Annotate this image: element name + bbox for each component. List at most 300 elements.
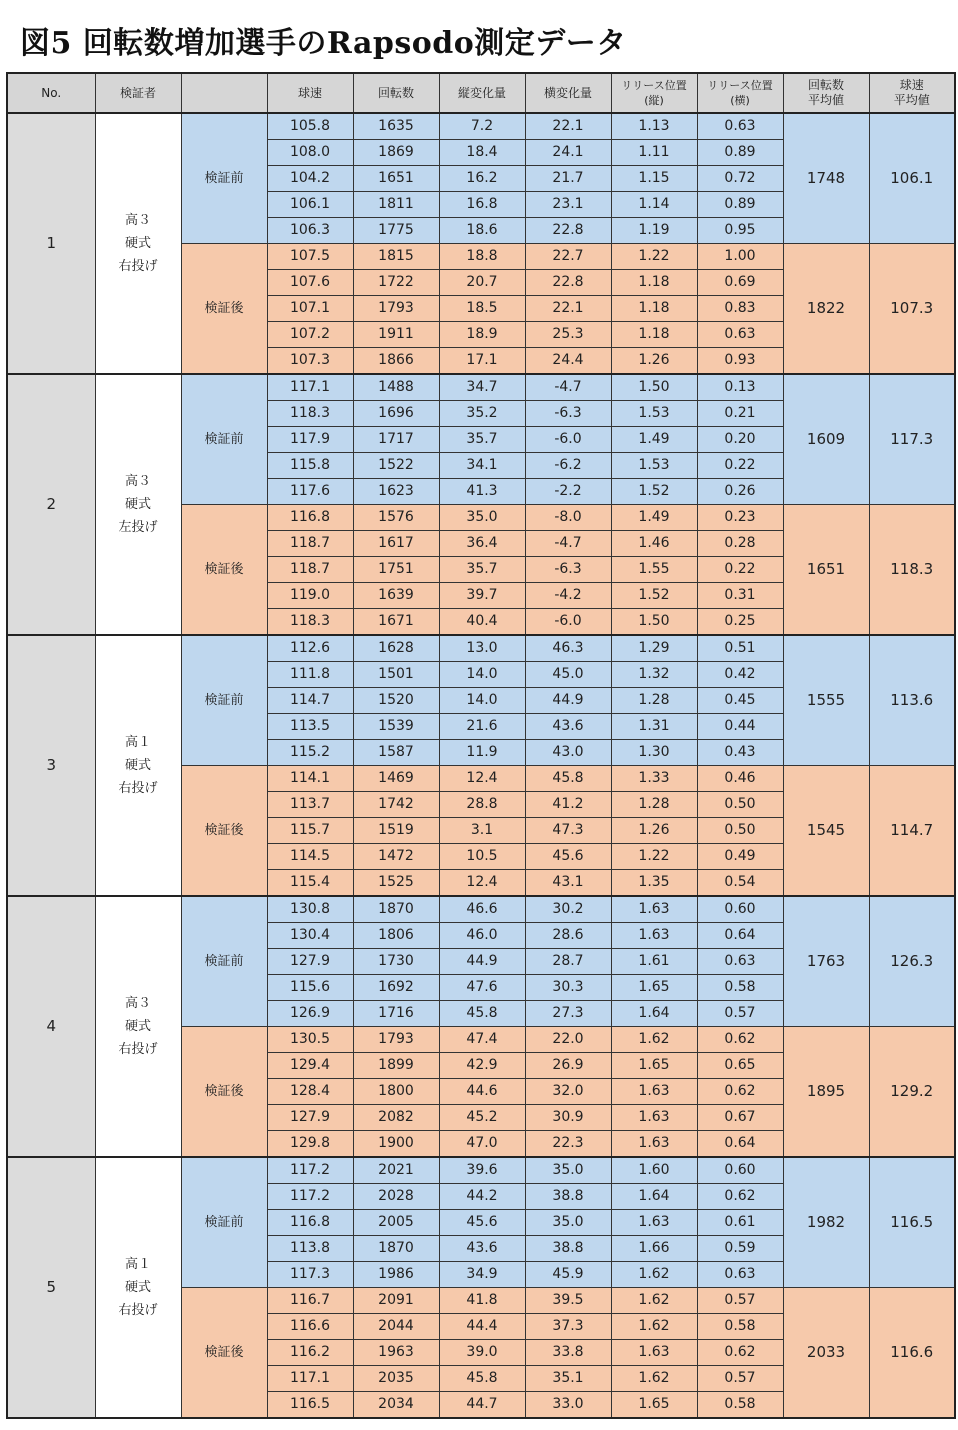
cell-release-horizontal: 0.63 bbox=[697, 949, 783, 975]
cell-spin: 1469 bbox=[353, 766, 439, 792]
phase-label: 検証前 bbox=[181, 113, 267, 244]
cell-spin: 1519 bbox=[353, 818, 439, 844]
rapsodo-data-table bbox=[6, 72, 956, 1419]
cell-vertical-break: 35.7 bbox=[439, 557, 525, 583]
cell-spin: 2021 bbox=[353, 1157, 439, 1184]
cell-horizontal-break: 22.0 bbox=[525, 1027, 611, 1053]
cell-release-vertical: 1.55 bbox=[611, 557, 697, 583]
cell-release-horizontal: 0.50 bbox=[697, 818, 783, 844]
cell-vertical-break: 44.9 bbox=[439, 949, 525, 975]
cell-release-horizontal: 0.43 bbox=[697, 740, 783, 766]
cell-horizontal-break: 45.0 bbox=[525, 662, 611, 688]
cell-horizontal-break: 22.3 bbox=[525, 1131, 611, 1158]
cell-release-horizontal: 0.42 bbox=[697, 662, 783, 688]
cell-speed: 127.9 bbox=[267, 949, 353, 975]
cell-vertical-break: 45.8 bbox=[439, 1001, 525, 1027]
cell-release-vertical: 1.61 bbox=[611, 949, 697, 975]
cell-spin: 1628 bbox=[353, 635, 439, 662]
phase-label: 検証前 bbox=[181, 635, 267, 766]
cell-release-vertical: 1.26 bbox=[611, 348, 697, 375]
cell-release-vertical: 1.22 bbox=[611, 844, 697, 870]
cell-speed: 118.3 bbox=[267, 609, 353, 636]
header-speed: 球速 bbox=[267, 73, 353, 113]
cell-speed: 115.7 bbox=[267, 818, 353, 844]
table-row bbox=[7, 896, 955, 923]
cell-release-vertical: 1.50 bbox=[611, 374, 697, 401]
cell-release-vertical: 1.62 bbox=[611, 1366, 697, 1392]
cell-vertical-break: 7.2 bbox=[439, 113, 525, 140]
cell-vertical-break: 39.7 bbox=[439, 583, 525, 609]
cell-release-vertical: 1.14 bbox=[611, 192, 697, 218]
speed-average-value: 106.1 bbox=[869, 113, 955, 244]
header-horizontal-break: 横変化量 bbox=[525, 73, 611, 113]
cell-release-vertical: 1.63 bbox=[611, 1340, 697, 1366]
cell-release-horizontal: 0.62 bbox=[697, 1027, 783, 1053]
cell-horizontal-break: 22.7 bbox=[525, 244, 611, 270]
cell-speed: 130.4 bbox=[267, 923, 353, 949]
cell-vertical-break: 41.8 bbox=[439, 1288, 525, 1314]
cell-release-vertical: 1.19 bbox=[611, 218, 697, 244]
cell-speed: 106.1 bbox=[267, 192, 353, 218]
cell-release-vertical: 1.66 bbox=[611, 1236, 697, 1262]
speed-average-value: 129.2 bbox=[869, 1027, 955, 1158]
header-spin: 回転数 bbox=[353, 73, 439, 113]
cell-vertical-break: 47.4 bbox=[439, 1027, 525, 1053]
cell-horizontal-break: 26.9 bbox=[525, 1053, 611, 1079]
cell-spin: 1793 bbox=[353, 296, 439, 322]
cell-release-vertical: 1.64 bbox=[611, 1184, 697, 1210]
cell-speed: 115.4 bbox=[267, 870, 353, 897]
cell-spin: 2028 bbox=[353, 1184, 439, 1210]
cell-release-horizontal: 0.44 bbox=[697, 714, 783, 740]
cell-spin: 2005 bbox=[353, 1210, 439, 1236]
cell-release-vertical: 1.63 bbox=[611, 896, 697, 923]
speed-average-value: 118.3 bbox=[869, 505, 955, 636]
cell-release-vertical: 1.65 bbox=[611, 975, 697, 1001]
cell-spin: 1716 bbox=[353, 1001, 439, 1027]
cell-vertical-break: 44.6 bbox=[439, 1079, 525, 1105]
cell-spin: 2091 bbox=[353, 1288, 439, 1314]
cell-spin: 2044 bbox=[353, 1314, 439, 1340]
cell-vertical-break: 18.8 bbox=[439, 244, 525, 270]
cell-speed: 129.8 bbox=[267, 1131, 353, 1158]
cell-horizontal-break: 32.0 bbox=[525, 1079, 611, 1105]
phase-label: 検証後 bbox=[181, 505, 267, 636]
cell-release-horizontal: 0.58 bbox=[697, 1392, 783, 1419]
cell-speed: 115.6 bbox=[267, 975, 353, 1001]
player-number: 3 bbox=[7, 635, 95, 896]
cell-release-horizontal: 1.00 bbox=[697, 244, 783, 270]
cell-vertical-break: 21.6 bbox=[439, 714, 525, 740]
cell-release-vertical: 1.18 bbox=[611, 322, 697, 348]
cell-horizontal-break: 44.9 bbox=[525, 688, 611, 714]
cell-speed: 117.1 bbox=[267, 374, 353, 401]
cell-release-horizontal: 0.22 bbox=[697, 453, 783, 479]
cell-vertical-break: 18.4 bbox=[439, 140, 525, 166]
cell-speed: 117.6 bbox=[267, 479, 353, 505]
cell-release-vertical: 1.13 bbox=[611, 113, 697, 140]
cell-spin: 1717 bbox=[353, 427, 439, 453]
cell-release-vertical: 1.49 bbox=[611, 427, 697, 453]
cell-horizontal-break: 25.3 bbox=[525, 322, 611, 348]
speed-average-value: 107.3 bbox=[869, 244, 955, 375]
cell-release-horizontal: 0.50 bbox=[697, 792, 783, 818]
cell-release-horizontal: 0.59 bbox=[697, 1236, 783, 1262]
cell-speed: 118.7 bbox=[267, 557, 353, 583]
cell-release-horizontal: 0.22 bbox=[697, 557, 783, 583]
cell-speed: 116.5 bbox=[267, 1392, 353, 1419]
cell-speed: 112.6 bbox=[267, 635, 353, 662]
cell-vertical-break: 12.4 bbox=[439, 766, 525, 792]
cell-release-vertical: 1.52 bbox=[611, 583, 697, 609]
cell-speed: 115.8 bbox=[267, 453, 353, 479]
cell-release-vertical: 1.29 bbox=[611, 635, 697, 662]
cell-speed: 118.3 bbox=[267, 401, 353, 427]
cell-vertical-break: 18.9 bbox=[439, 322, 525, 348]
cell-release-horizontal: 0.61 bbox=[697, 1210, 783, 1236]
cell-speed: 126.9 bbox=[267, 1001, 353, 1027]
cell-vertical-break: 16.8 bbox=[439, 192, 525, 218]
header-phase bbox=[181, 73, 267, 113]
cell-spin: 1870 bbox=[353, 896, 439, 923]
header-speed-average: 球速 平均値 bbox=[869, 73, 955, 113]
cell-release-horizontal: 0.46 bbox=[697, 766, 783, 792]
cell-release-vertical: 1.32 bbox=[611, 662, 697, 688]
cell-speed: 107.2 bbox=[267, 322, 353, 348]
cell-speed: 105.8 bbox=[267, 113, 353, 140]
cell-spin: 1623 bbox=[353, 479, 439, 505]
cell-release-vertical: 1.18 bbox=[611, 270, 697, 296]
cell-release-horizontal: 0.72 bbox=[697, 166, 783, 192]
cell-horizontal-break: -4.7 bbox=[525, 374, 611, 401]
spin-average-value: 1895 bbox=[783, 1027, 869, 1158]
cell-horizontal-break: -6.2 bbox=[525, 453, 611, 479]
speed-average-value: 116.6 bbox=[869, 1288, 955, 1419]
cell-speed: 117.2 bbox=[267, 1157, 353, 1184]
cell-release-horizontal: 0.64 bbox=[697, 923, 783, 949]
cell-spin: 1501 bbox=[353, 662, 439, 688]
cell-horizontal-break: 35.1 bbox=[525, 1366, 611, 1392]
cell-speed: 108.0 bbox=[267, 140, 353, 166]
cell-horizontal-break: -6.0 bbox=[525, 609, 611, 636]
cell-release-horizontal: 0.60 bbox=[697, 1157, 783, 1184]
phase-label: 検証前 bbox=[181, 896, 267, 1027]
header-row bbox=[7, 73, 955, 113]
cell-spin: 1525 bbox=[353, 870, 439, 897]
cell-release-horizontal: 0.57 bbox=[697, 1366, 783, 1392]
cell-speed: 130.5 bbox=[267, 1027, 353, 1053]
table-row bbox=[7, 374, 955, 401]
cell-horizontal-break: 33.0 bbox=[525, 1392, 611, 1419]
cell-release-vertical: 1.31 bbox=[611, 714, 697, 740]
cell-vertical-break: 18.6 bbox=[439, 218, 525, 244]
cell-horizontal-break: 28.6 bbox=[525, 923, 611, 949]
spin-average-value: 1748 bbox=[783, 113, 869, 244]
cell-speed: 107.1 bbox=[267, 296, 353, 322]
cell-speed: 116.7 bbox=[267, 1288, 353, 1314]
cell-speed: 113.5 bbox=[267, 714, 353, 740]
cell-spin: 1722 bbox=[353, 270, 439, 296]
header-no: No. bbox=[7, 73, 95, 113]
tester-description: 高１ 硬式 右投げ bbox=[95, 1157, 181, 1418]
table-row bbox=[7, 635, 955, 662]
cell-vertical-break: 20.7 bbox=[439, 270, 525, 296]
phase-label: 検証後 bbox=[181, 244, 267, 375]
spin-average-value: 1822 bbox=[783, 244, 869, 375]
cell-spin: 1911 bbox=[353, 322, 439, 348]
cell-vertical-break: 18.5 bbox=[439, 296, 525, 322]
cell-vertical-break: 41.3 bbox=[439, 479, 525, 505]
cell-release-vertical: 1.62 bbox=[611, 1314, 697, 1340]
cell-release-vertical: 1.65 bbox=[611, 1392, 697, 1419]
cell-horizontal-break: 35.0 bbox=[525, 1157, 611, 1184]
phase-label: 検証前 bbox=[181, 1157, 267, 1288]
player-number: 4 bbox=[7, 896, 95, 1157]
tester-description: 高１ 硬式 右投げ bbox=[95, 635, 181, 896]
header-vertical-break: 縦変化量 bbox=[439, 73, 525, 113]
cell-speed: 113.7 bbox=[267, 792, 353, 818]
tester-description: 高３ 硬式 右投げ bbox=[95, 896, 181, 1157]
phase-label: 検証後 bbox=[181, 766, 267, 897]
cell-vertical-break: 16.2 bbox=[439, 166, 525, 192]
cell-speed: 116.6 bbox=[267, 1314, 353, 1340]
spin-average-value: 1545 bbox=[783, 766, 869, 897]
cell-spin: 2035 bbox=[353, 1366, 439, 1392]
cell-vertical-break: 39.6 bbox=[439, 1157, 525, 1184]
cell-spin: 1472 bbox=[353, 844, 439, 870]
cell-vertical-break: 43.6 bbox=[439, 1236, 525, 1262]
cell-release-vertical: 1.35 bbox=[611, 870, 697, 897]
cell-spin: 1696 bbox=[353, 401, 439, 427]
table-row bbox=[7, 1157, 955, 1184]
cell-release-vertical: 1.53 bbox=[611, 453, 697, 479]
cell-horizontal-break: 45.6 bbox=[525, 844, 611, 870]
cell-spin: 1639 bbox=[353, 583, 439, 609]
cell-horizontal-break: 24.4 bbox=[525, 348, 611, 375]
cell-release-vertical: 1.60 bbox=[611, 1157, 697, 1184]
cell-spin: 1651 bbox=[353, 166, 439, 192]
cell-speed: 107.5 bbox=[267, 244, 353, 270]
cell-vertical-break: 12.4 bbox=[439, 870, 525, 897]
phase-label: 検証後 bbox=[181, 1288, 267, 1419]
cell-horizontal-break: 45.9 bbox=[525, 1262, 611, 1288]
cell-release-horizontal: 0.64 bbox=[697, 1131, 783, 1158]
header-tester: 検証者 bbox=[95, 73, 181, 113]
cell-vertical-break: 45.2 bbox=[439, 1105, 525, 1131]
player-number: 1 bbox=[7, 113, 95, 374]
cell-horizontal-break: 39.5 bbox=[525, 1288, 611, 1314]
cell-vertical-break: 28.8 bbox=[439, 792, 525, 818]
cell-release-vertical: 1.33 bbox=[611, 766, 697, 792]
cell-release-vertical: 1.28 bbox=[611, 688, 697, 714]
cell-horizontal-break: 33.8 bbox=[525, 1340, 611, 1366]
spin-average-value: 1763 bbox=[783, 896, 869, 1027]
cell-release-horizontal: 0.93 bbox=[697, 348, 783, 375]
cell-vertical-break: 45.8 bbox=[439, 1366, 525, 1392]
speed-average-value: 126.3 bbox=[869, 896, 955, 1027]
cell-release-horizontal: 0.20 bbox=[697, 427, 783, 453]
cell-speed: 130.8 bbox=[267, 896, 353, 923]
cell-spin: 1986 bbox=[353, 1262, 439, 1288]
cell-release-horizontal: 0.26 bbox=[697, 479, 783, 505]
cell-release-horizontal: 0.63 bbox=[697, 322, 783, 348]
cell-vertical-break: 17.1 bbox=[439, 348, 525, 375]
spin-average-value: 1609 bbox=[783, 374, 869, 505]
cell-spin: 1870 bbox=[353, 1236, 439, 1262]
cell-horizontal-break: 38.8 bbox=[525, 1236, 611, 1262]
cell-speed: 117.2 bbox=[267, 1184, 353, 1210]
cell-horizontal-break: 43.0 bbox=[525, 740, 611, 766]
cell-speed: 116.8 bbox=[267, 1210, 353, 1236]
cell-spin: 1963 bbox=[353, 1340, 439, 1366]
player-number: 5 bbox=[7, 1157, 95, 1418]
cell-vertical-break: 46.0 bbox=[439, 923, 525, 949]
cell-release-vertical: 1.64 bbox=[611, 1001, 697, 1027]
cell-vertical-break: 34.1 bbox=[439, 453, 525, 479]
cell-horizontal-break: 22.8 bbox=[525, 218, 611, 244]
cell-vertical-break: 13.0 bbox=[439, 635, 525, 662]
cell-release-vertical: 1.63 bbox=[611, 1079, 697, 1105]
phase-label: 検証前 bbox=[181, 374, 267, 505]
phase-label: 検証後 bbox=[181, 1027, 267, 1158]
cell-vertical-break: 46.6 bbox=[439, 896, 525, 923]
cell-horizontal-break: 47.3 bbox=[525, 818, 611, 844]
cell-release-vertical: 1.50 bbox=[611, 609, 697, 636]
cell-vertical-break: 47.6 bbox=[439, 975, 525, 1001]
cell-speed: 117.1 bbox=[267, 1366, 353, 1392]
cell-vertical-break: 34.9 bbox=[439, 1262, 525, 1288]
cell-release-horizontal: 0.89 bbox=[697, 192, 783, 218]
cell-horizontal-break: 38.8 bbox=[525, 1184, 611, 1210]
cell-vertical-break: 45.6 bbox=[439, 1210, 525, 1236]
cell-speed: 107.6 bbox=[267, 270, 353, 296]
cell-speed: 127.9 bbox=[267, 1105, 353, 1131]
cell-release-horizontal: 0.49 bbox=[697, 844, 783, 870]
cell-release-horizontal: 0.28 bbox=[697, 531, 783, 557]
header-release-horizontal: リリース位置 (横) bbox=[697, 73, 783, 113]
cell-spin: 1635 bbox=[353, 113, 439, 140]
player-number: 2 bbox=[7, 374, 95, 635]
spin-average-value: 1555 bbox=[783, 635, 869, 766]
cell-release-vertical: 1.18 bbox=[611, 296, 697, 322]
cell-spin: 1488 bbox=[353, 374, 439, 401]
cell-speed: 107.3 bbox=[267, 348, 353, 375]
cell-release-horizontal: 0.57 bbox=[697, 1001, 783, 1027]
cell-horizontal-break: 41.2 bbox=[525, 792, 611, 818]
cell-release-vertical: 1.63 bbox=[611, 1105, 697, 1131]
cell-release-vertical: 1.52 bbox=[611, 479, 697, 505]
cell-spin: 1899 bbox=[353, 1053, 439, 1079]
cell-horizontal-break: -2.2 bbox=[525, 479, 611, 505]
table-row bbox=[7, 113, 955, 140]
spin-average-value: 2033 bbox=[783, 1288, 869, 1419]
cell-release-horizontal: 0.95 bbox=[697, 218, 783, 244]
tester-description: 高３ 硬式 右投げ bbox=[95, 113, 181, 374]
cell-speed: 117.3 bbox=[267, 1262, 353, 1288]
cell-vertical-break: 34.7 bbox=[439, 374, 525, 401]
speed-average-value: 113.6 bbox=[869, 635, 955, 766]
cell-speed: 115.2 bbox=[267, 740, 353, 766]
cell-horizontal-break: -4.7 bbox=[525, 531, 611, 557]
cell-release-horizontal: 0.31 bbox=[697, 583, 783, 609]
cell-speed: 113.8 bbox=[267, 1236, 353, 1262]
cell-speed: 128.4 bbox=[267, 1079, 353, 1105]
cell-horizontal-break: -4.2 bbox=[525, 583, 611, 609]
cell-horizontal-break: 21.7 bbox=[525, 166, 611, 192]
cell-horizontal-break: 22.8 bbox=[525, 270, 611, 296]
cell-speed: 114.7 bbox=[267, 688, 353, 714]
cell-speed: 104.2 bbox=[267, 166, 353, 192]
cell-spin: 2082 bbox=[353, 1105, 439, 1131]
cell-release-vertical: 1.22 bbox=[611, 244, 697, 270]
cell-spin: 1900 bbox=[353, 1131, 439, 1158]
cell-vertical-break: 3.1 bbox=[439, 818, 525, 844]
data-table-wrapper bbox=[6, 72, 956, 1419]
speed-average-value: 116.5 bbox=[869, 1157, 955, 1288]
cell-horizontal-break: 46.3 bbox=[525, 635, 611, 662]
cell-release-horizontal: 0.45 bbox=[697, 688, 783, 714]
cell-vertical-break: 35.7 bbox=[439, 427, 525, 453]
cell-release-horizontal: 0.58 bbox=[697, 1314, 783, 1340]
cell-speed: 114.1 bbox=[267, 766, 353, 792]
cell-release-vertical: 1.49 bbox=[611, 505, 697, 531]
cell-release-horizontal: 0.60 bbox=[697, 896, 783, 923]
cell-horizontal-break: 35.0 bbox=[525, 1210, 611, 1236]
cell-horizontal-break: -8.0 bbox=[525, 505, 611, 531]
cell-spin: 1815 bbox=[353, 244, 439, 270]
cell-spin: 1742 bbox=[353, 792, 439, 818]
spin-average-value: 1651 bbox=[783, 505, 869, 636]
cell-release-vertical: 1.63 bbox=[611, 923, 697, 949]
cell-horizontal-break: 24.1 bbox=[525, 140, 611, 166]
cell-spin: 1751 bbox=[353, 557, 439, 583]
cell-release-horizontal: 0.25 bbox=[697, 609, 783, 636]
cell-release-horizontal: 0.67 bbox=[697, 1105, 783, 1131]
header-release-vertical: リリース位置 (縦) bbox=[611, 73, 697, 113]
cell-speed: 116.2 bbox=[267, 1340, 353, 1366]
cell-spin: 1811 bbox=[353, 192, 439, 218]
cell-release-horizontal: 0.65 bbox=[697, 1053, 783, 1079]
cell-release-vertical: 1.63 bbox=[611, 1131, 697, 1158]
cell-speed: 114.5 bbox=[267, 844, 353, 870]
cell-spin: 1730 bbox=[353, 949, 439, 975]
cell-speed: 106.3 bbox=[267, 218, 353, 244]
cell-release-horizontal: 0.21 bbox=[697, 401, 783, 427]
cell-release-horizontal: 0.62 bbox=[697, 1340, 783, 1366]
cell-speed: 129.4 bbox=[267, 1053, 353, 1079]
cell-horizontal-break: 37.3 bbox=[525, 1314, 611, 1340]
cell-release-horizontal: 0.57 bbox=[697, 1288, 783, 1314]
cell-vertical-break: 14.0 bbox=[439, 662, 525, 688]
cell-horizontal-break: 43.6 bbox=[525, 714, 611, 740]
tester-description: 高３ 硬式 左投げ bbox=[95, 374, 181, 635]
cell-spin: 1617 bbox=[353, 531, 439, 557]
cell-spin: 1671 bbox=[353, 609, 439, 636]
speed-average-value: 117.3 bbox=[869, 374, 955, 505]
cell-spin: 1576 bbox=[353, 505, 439, 531]
cell-horizontal-break: -6.0 bbox=[525, 427, 611, 453]
cell-release-vertical: 1.62 bbox=[611, 1288, 697, 1314]
cell-vertical-break: 44.4 bbox=[439, 1314, 525, 1340]
cell-horizontal-break: 30.9 bbox=[525, 1105, 611, 1131]
cell-horizontal-break: 30.3 bbox=[525, 975, 611, 1001]
cell-release-horizontal: 0.83 bbox=[697, 296, 783, 322]
table-body bbox=[7, 113, 955, 1418]
cell-speed: 111.8 bbox=[267, 662, 353, 688]
cell-vertical-break: 35.2 bbox=[439, 401, 525, 427]
cell-release-horizontal: 0.58 bbox=[697, 975, 783, 1001]
cell-vertical-break: 44.2 bbox=[439, 1184, 525, 1210]
